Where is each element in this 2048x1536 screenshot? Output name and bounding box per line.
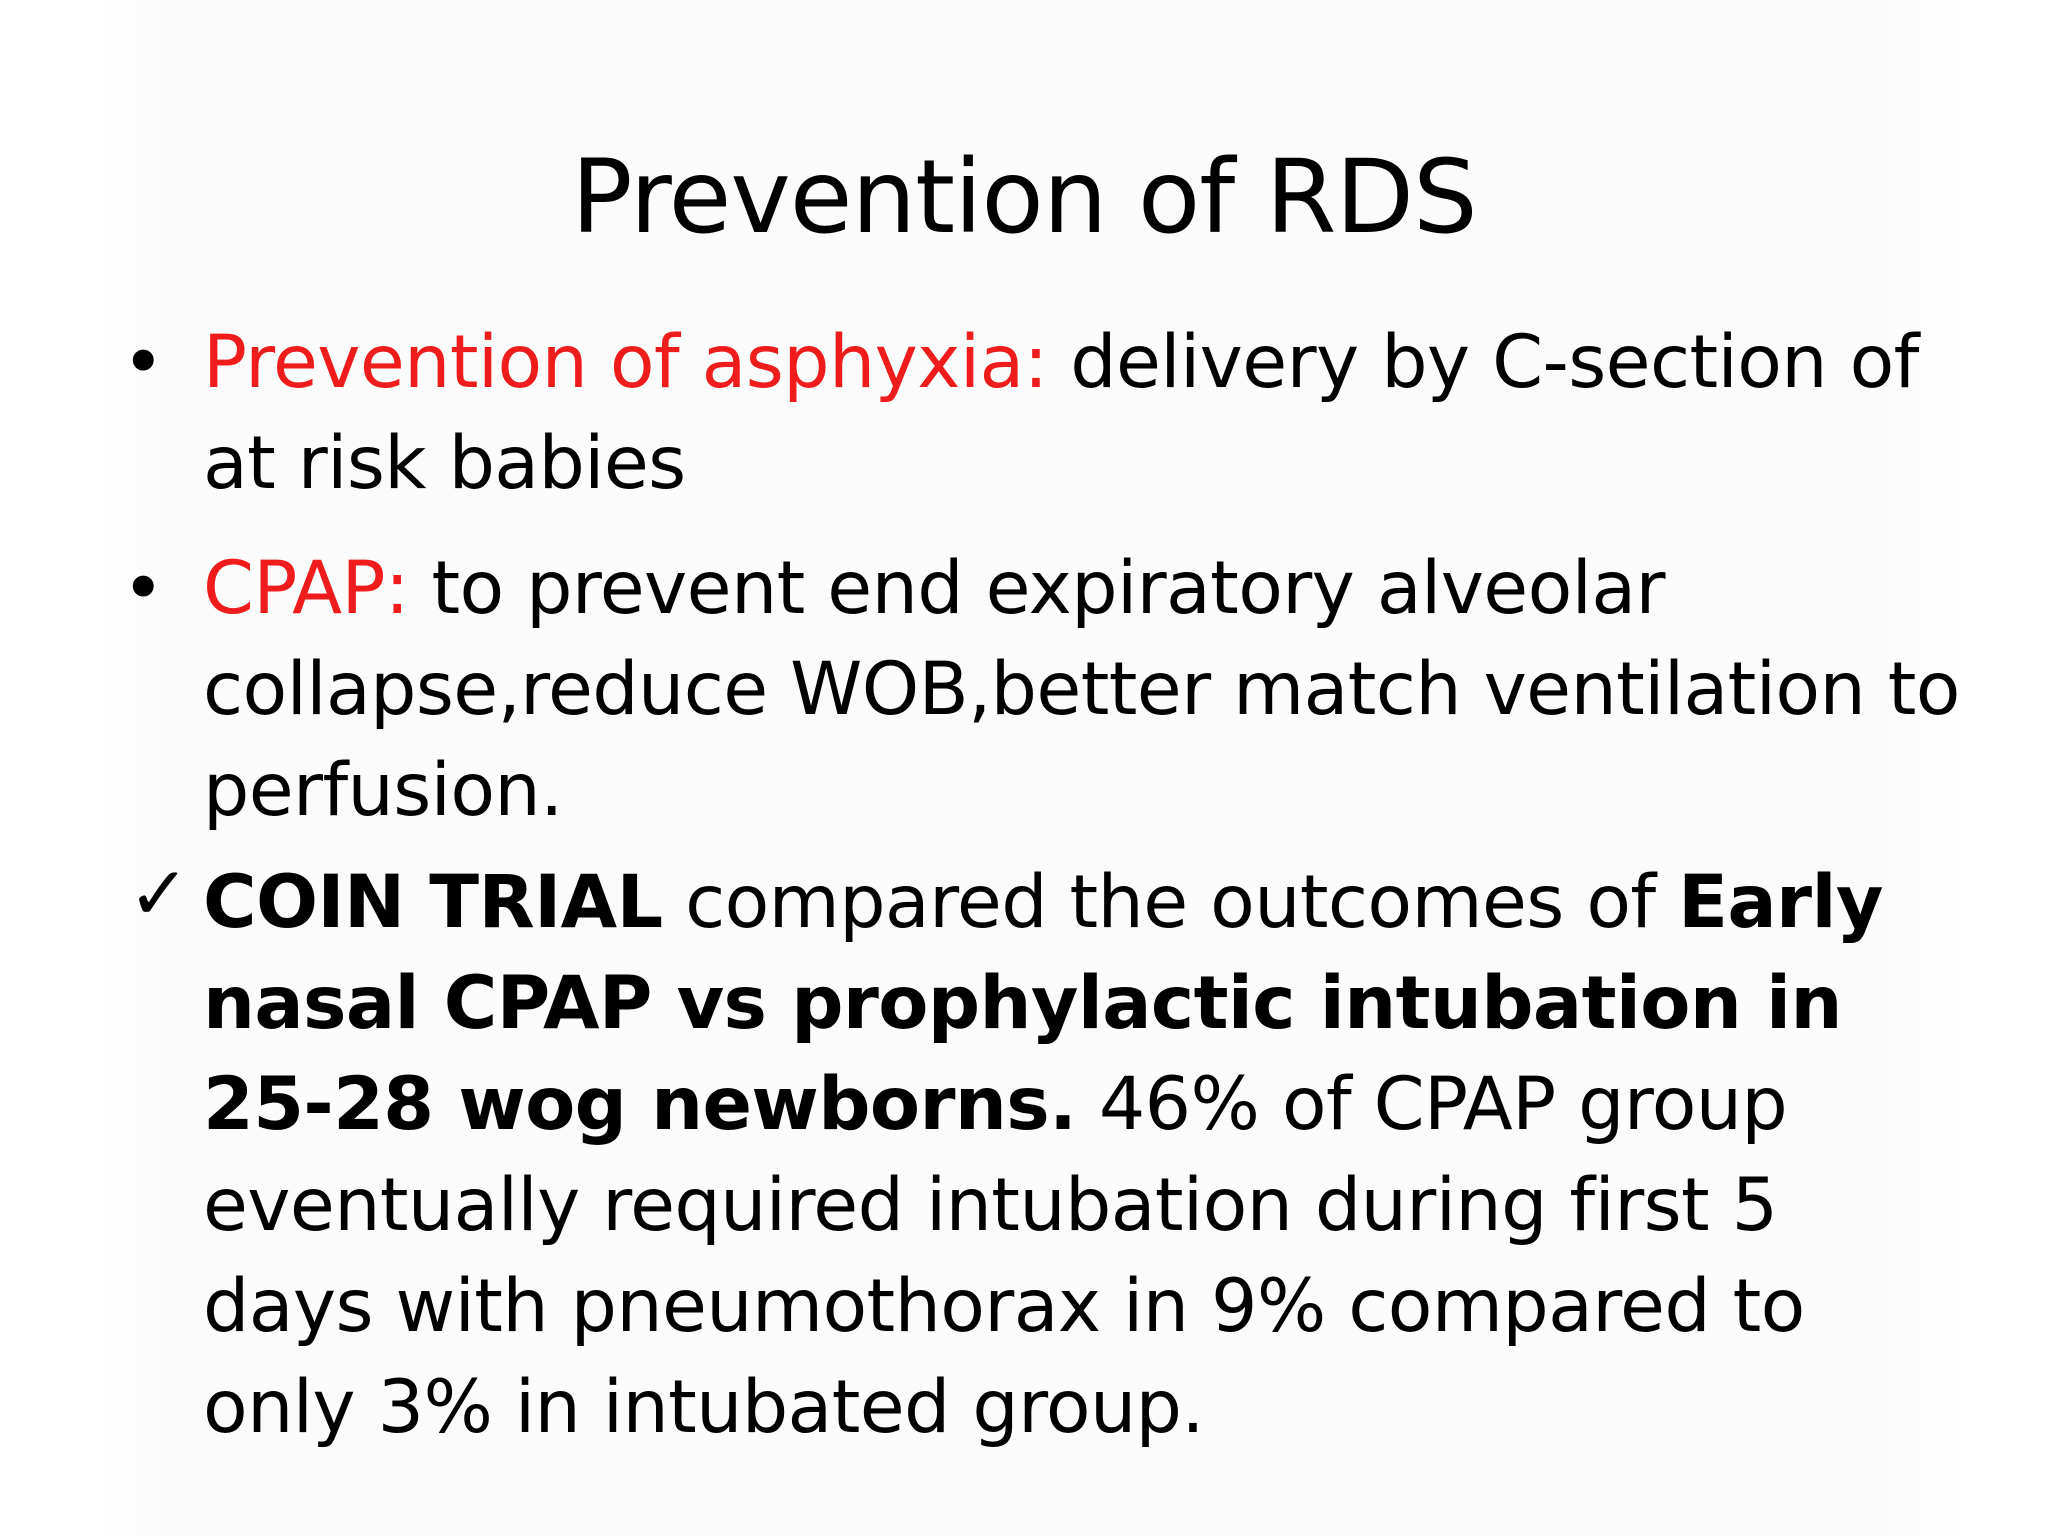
bullet-item-asphyxia <box>122 312 1963 514</box>
bullet-text: to prevent end expiratory alveolar collapse,reduce WOB,better match ventilation to perfusion. <box>203 546 1960 833</box>
bullet-icon: • <box>122 320 164 404</box>
bullet-label: CPAP: <box>203 546 409 631</box>
coin-trial-highlight: Early nasal CPAP vs prophylactic intubation in 25-28 wog newborns. <box>203 860 1883 1147</box>
coin-trial-text-2: 46% of CPAP group eventually required intubation during first 5 days with pneumothorax in 9% compared to only 3% in intubated group. <box>203 1062 1805 1450</box>
coin-trial-heading: COIN TRIAL <box>203 860 663 945</box>
check-item-coin-trial <box>128 851 1963 1458</box>
coin-trial-text-1: compared the outcomes of <box>662 860 1679 945</box>
bullet-label: Prevention of asphyxia: <box>203 320 1048 405</box>
bullet-text: delivery by C-section of at risk babies <box>203 320 1919 506</box>
bullet-icon: • <box>122 546 164 630</box>
bullet-item-cpap <box>122 538 1963 841</box>
slide-title: Prevention of RDS <box>571 138 1477 257</box>
checkmark-icon: ✓ <box>128 851 190 937</box>
